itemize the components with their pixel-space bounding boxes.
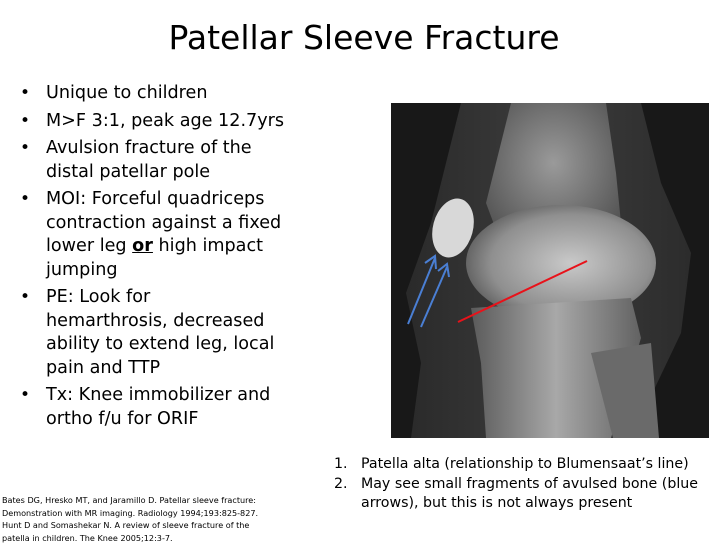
reference-line: Bates DG, Hresko MT, and Jaramillo D. Patellar sleeve fracture: (2, 495, 256, 505)
bullet-text-line: jumping (46, 259, 118, 280)
finding-text: Patella alta (relationship to Blumensaat’s line) (361, 456, 689, 472)
bullet-text-line: hemarthrosis, decreased (46, 310, 265, 331)
bullet-list (14, 82, 324, 435)
knee-xray-image (391, 103, 709, 438)
bullet-dot: • (20, 83, 31, 103)
bullet-item (14, 82, 324, 106)
bullet-item (14, 110, 324, 134)
finding-text-line: May see small fragments of avulsed bone (blue (361, 475, 698, 492)
finding-number: 1. (334, 456, 348, 472)
bullet-item (14, 137, 324, 184)
bullet-text-line: Tx: Knee immobilizer and (46, 385, 271, 405)
bullet-text-line: distal patellar pole (46, 161, 211, 182)
reference-line: Hunt D and Somashekar N. A review of sleeve fracture of the (2, 520, 250, 531)
bullet-text-line: PE: Look for (46, 287, 151, 307)
finding-item (330, 475, 720, 514)
findings-list (330, 455, 720, 514)
references (2, 494, 282, 544)
bullet-text: M>F 3:1, peak age 12.7yrs (46, 110, 285, 131)
finding-text-line: arrows), but this is not always present (361, 495, 633, 511)
bullet-text-part: high impact (152, 236, 264, 256)
slide-title: Patellar Sleeve Fracture (168, 18, 560, 57)
bullet-text-line: ability to extend leg, local (46, 334, 275, 354)
bullet-dot: • (20, 189, 31, 209)
reference-line: patella in children. The Knee 2005;12:3-7. (2, 532, 173, 543)
bullet-item (14, 188, 324, 282)
finding-number: 2. (334, 475, 348, 492)
bullet-dot: • (20, 287, 31, 307)
bullet-text-line: contraction against a fixed (46, 212, 282, 233)
bullet-item (14, 286, 324, 380)
bullet-text: Unique to children (46, 83, 208, 103)
bullet-text-line: ortho f/u for ORIF (46, 408, 199, 429)
finding-item (330, 455, 720, 475)
bullet-text-line: Avulsion fracture of the (46, 138, 252, 158)
bullet-item (14, 384, 324, 431)
bullet-dot: • (20, 385, 31, 405)
bullet-text-line (46, 235, 324, 259)
bullet-dot: • (20, 110, 31, 131)
emphasis-or: or (132, 236, 153, 256)
bullet-text-line: pain and TTP (46, 357, 161, 378)
reference-line: Demonstration with MR imaging. Radiology 1994;193:825-827. (2, 507, 259, 518)
bullet-dot: • (20, 138, 31, 158)
bullet-text-part: lower leg (46, 236, 133, 256)
bullet-text-line: MOI: Forceful quadriceps (46, 189, 265, 209)
xray-graphic (391, 103, 709, 438)
